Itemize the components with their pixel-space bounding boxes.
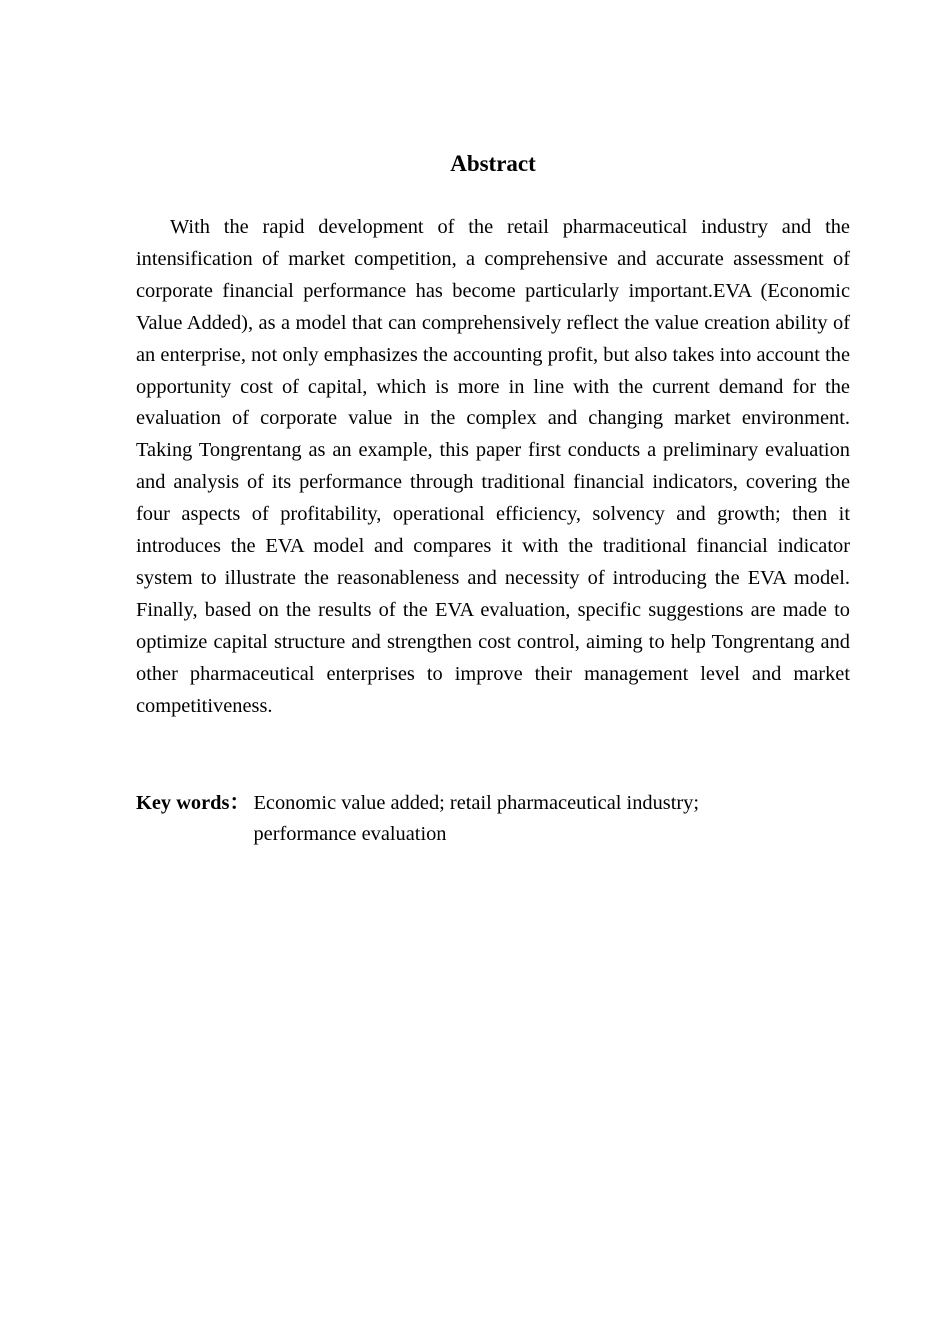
- abstract-body: With the rapid development of the retail pharmaceutical industry and the intensification of market competition, a comprehensive and accurate assessment of corporate financial performance has become particularly important.EVA (Economic Value Added), as a model that can comprehensively reflect the value creation ability of an enterprise, not only emphasizes the accounting profit, but also takes into account the opportunity cost of capital, which is more in line with the current demand for the evaluation of corporate value in the complex and changing market environment. Taking Tongrentang as an example, this paper first conducts a preliminary evaluation and analysis of its performance through traditional financial indicators, covering the four aspects of profitability, operational efficiency, solvency and growth; then it introduces the EVA model and compares it with the traditional financial indicator system to illustrate the reasonableness and necessity of introducing the EVA model. Finally, based on the results of the EVA evaluation, specific suggestions are made to optimize capital structure and strengthen cost control, aiming to help Tongrentang and other pharmaceutical enterprises to improve their management level and market competitiveness.: [136, 216, 850, 717]
- abstract-title: Abstract: [450, 151, 536, 176]
- keywords-list: [251, 788, 773, 850]
- keywords-section: [136, 788, 850, 850]
- keywords-label: Key words: [136, 792, 230, 814]
- keywords-line-1: Economic value added; retail pharmaceutical industry;: [253, 792, 700, 814]
- keywords-line-2: performance evaluation: [253, 823, 447, 845]
- keywords-separator: ：: [229, 792, 250, 814]
